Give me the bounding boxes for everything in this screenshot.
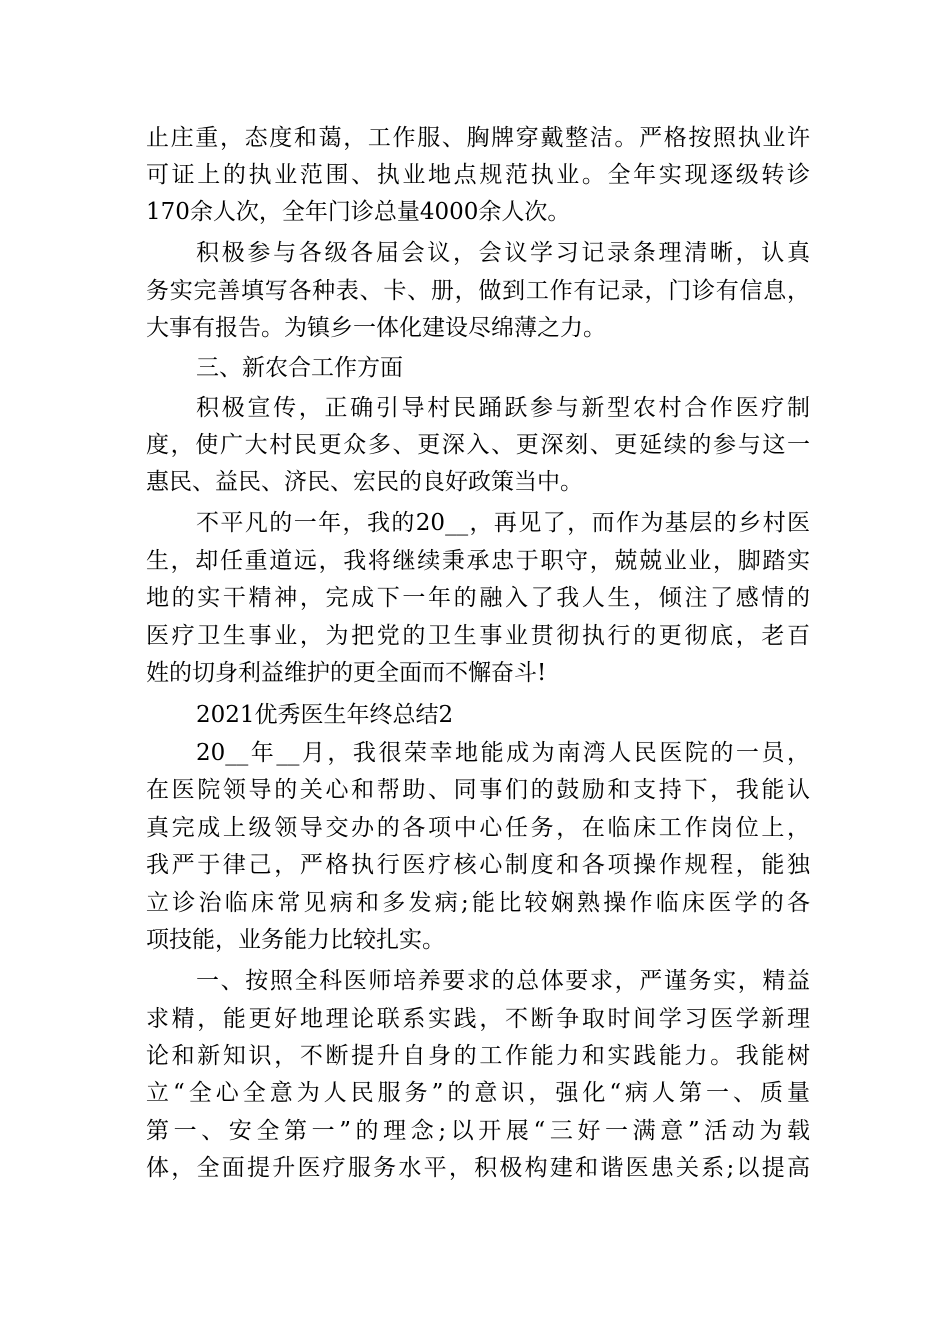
text-line: 求精，能更好地理论联系实践，不断争取时间学习医学新理	[146, 1006, 810, 1032]
text-line: 我严于律己，严格执行医疗核心制度和各项操作规程，能独	[146, 852, 810, 878]
paragraph-first-line: 积极参与各级各届会议，会议学习记录条理清晰，认真	[196, 240, 810, 266]
paragraph-first-line: 积极宣传，正确引导村民踊跃参与新型农村合作医疗制	[196, 395, 810, 421]
text-line: 体，全面提升医疗服务水平，积极构建和谐医患关系;以提高	[146, 1155, 810, 1181]
text-line: 在医院领导的关心和帮助、同事们的鼓励和支持下，我能认	[146, 777, 810, 803]
paragraph-first-line: 20__年__月，我很荣幸地能成为南湾人民医院的一员，	[196, 740, 810, 766]
text-line: 姓的切身利益维护的更全面而不懈奋斗!	[146, 660, 547, 686]
text-line: 务实完善填写各种表、卡、册，做到工作有记录，门诊有信息，	[146, 278, 810, 304]
text-line: 生，却任重道远，我将继续秉承忠于职守，兢兢业业，脚踏实	[146, 548, 810, 574]
text-line: 可证上的执业范围、执业地点规范执业。全年实现逐级转诊	[146, 162, 810, 188]
text-line: 真完成上级领导交办的各项中心任务，在临床工作岗位上，	[146, 815, 810, 841]
text-line: 项技能，业务能力比较扎实。	[146, 927, 445, 953]
section-heading: 三、新农合工作方面	[196, 355, 403, 381]
text-line: 立“全心全意为人民服务”的意识，强化“病人第一、质量	[146, 1080, 810, 1106]
text-line: 大事有报告。为镇乡一体化建设尽绵薄之力。	[146, 315, 606, 341]
text-line: 惠民、益民、济民、宏民的良好政策当中。	[146, 469, 583, 495]
text-line: 止庄重，态度和蔼，工作服、胸牌穿戴整洁。严格按照执业许	[146, 125, 810, 151]
text-line: 170余人次，全年门诊总量4000余人次。	[146, 199, 571, 225]
section-title: 2021优秀医生年终总结2	[196, 702, 454, 728]
text-line: 地的实干精神，完成下一年的融入了我人生，倾注了感情的	[146, 585, 810, 611]
paragraph-first-line: 不平凡的一年，我的20__，再见了，而作为基层的乡村医	[196, 510, 810, 536]
paragraph-first-line: 一、按照全科医师培养要求的总体要求，严谨务实，精益	[196, 968, 810, 994]
text-line: 医疗卫生事业，为把党的卫生事业贯彻执行的更彻底，老百	[146, 623, 810, 649]
text-line: 第一、安全第一”的理念;以开展“三好一满意”活动为载	[146, 1118, 810, 1144]
text-line: 立诊治临床常见病和多发病;能比较娴熟操作临床医学的各	[146, 890, 810, 916]
text-line: 度，使广大村民更众多、更深入、更深刻、更延续的参与这一	[146, 432, 810, 458]
text-line: 论和新知识，不断提升自身的工作能力和实践能力。我能树	[146, 1043, 810, 1069]
